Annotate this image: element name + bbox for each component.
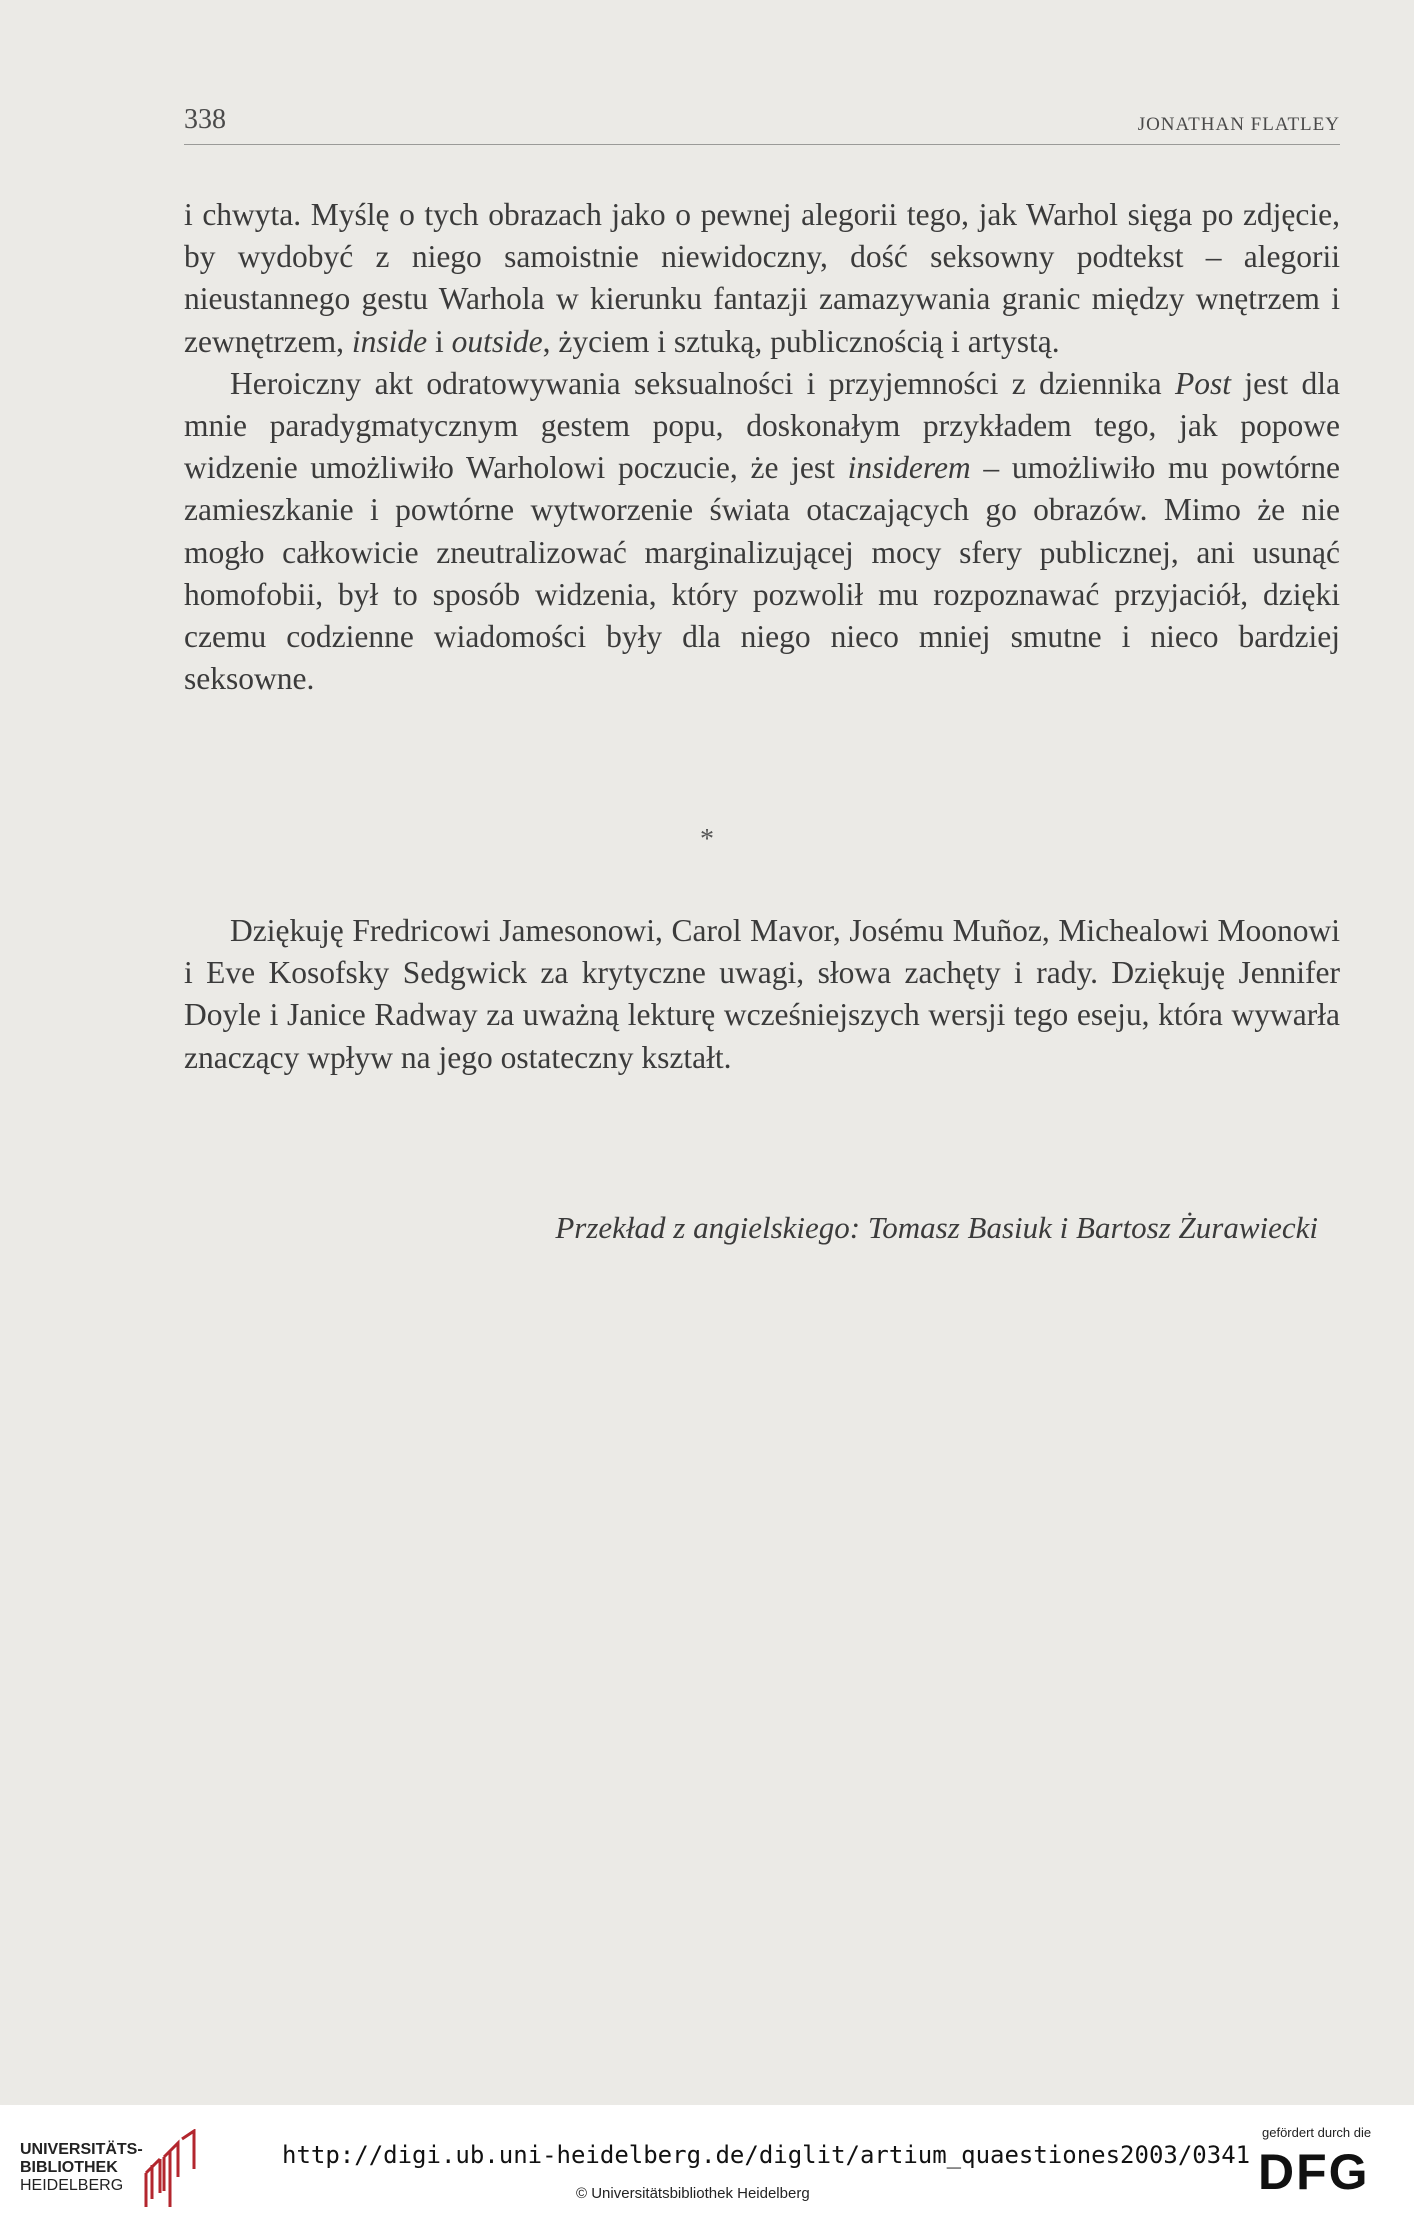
- funded-by-label: gefördert durch die: [1262, 2125, 1372, 2140]
- library-logo-icon: [142, 2129, 198, 2209]
- paragraph-1-text-c: , życiem i sztuką, publicznością i artystą.: [542, 323, 1060, 359]
- paragraph-1-italic-inside: inside: [351, 323, 428, 359]
- paragraph-2-text-b: jest dla mnie paradygmatycznym gestem popu, doskonałym przykładem tego, jak popowe widzenie umożliwiło Warholowi poczucie, że jest: [184, 365, 1341, 486]
- acknowledgement: [184, 910, 1340, 1079]
- running-head: JONATHAN FLATLEY: [1137, 114, 1340, 135]
- paragraph-2-text-c: – umożliwiło mu powtórne zamieszkanie i powtórne wytworzenie świata otaczających go obrazów. Mimo że nie mogło całkowicie zneutralizować marginalizującej mocy sfery publicznej, ani usunąć homofobii, był to sposób widzenia, który pozwolił mu rozpoznawać przyjaciół, dzięki czemu codzienne wiadomości były dla niego nieco mniej smutne i nieco bardziej seksowne.: [184, 450, 1340, 697]
- paragraph-1-italic-outside: outside: [451, 323, 543, 359]
- translation-credit: Przekład z angielskiego: Tomasz Basiuk i Bartosz Żurawiecki: [555, 1210, 1318, 1245]
- library-name: [20, 2141, 143, 2195]
- section-separator: *: [700, 824, 714, 855]
- dfg-logo: DFG: [1258, 2144, 1370, 2200]
- paragraph-2-italic-post: Post: [1175, 365, 1232, 401]
- page-number: 338: [184, 104, 226, 135]
- paragraph-1: [184, 194, 1340, 363]
- library-name-line-3: HEIDELBERG: [20, 2177, 124, 2194]
- paragraph-2-text-a: Heroiczny akt odratowywania seksualności i przyjemności z dziennika: [230, 365, 1175, 401]
- page-header: [184, 104, 1340, 145]
- source-url-link[interactable]: http://digi.ub.uni-heidelberg.de/diglit/artium_quaestiones2003/0341: [282, 2141, 1251, 2169]
- library-name-line-1: UNIVERSITÄTS-: [20, 2141, 143, 2158]
- acknowledgement-text: Dziękuję Fredricowi Jamesonowi, Carol Mavor, Josému Muñoz, Michealowi Moonowi i Eve Kosofsky Sedgwick za krytyczne uwagi, słowa zachęty i rady. Dziękuję Jennifer Doyle i Janice Radway za uważną lekturę wcześniejszych wersji tego eseju, która wywarła znaczący wpływ na jego ostateczny kształt.: [184, 913, 1340, 1075]
- body-text: [184, 194, 1340, 700]
- paragraph-2: [184, 363, 1340, 701]
- paragraph-1-text-b: i: [427, 323, 452, 359]
- paragraph-1-text-a: i chwyta. Myślę o tych obrazach jako o pewnej alegorii tego, jak Warhol sięga po zdjęcie, by wydobyć z niego samoistnie niewidoczny, dość seksowny podtekst – alegorii nieustannego gestu Warhola w kierunku fantazji zamazywania granic między wnętrzem i zewnętrzem,: [184, 197, 1340, 359]
- paragraph-2-italic-insiderem: insiderem: [847, 450, 971, 486]
- copyright-notice: © Universitätsbibliothek Heidelberg: [576, 2185, 810, 2202]
- library-name-line-2: BIBLIOTHEK: [20, 2159, 118, 2176]
- digitization-footer: [0, 2105, 1414, 2218]
